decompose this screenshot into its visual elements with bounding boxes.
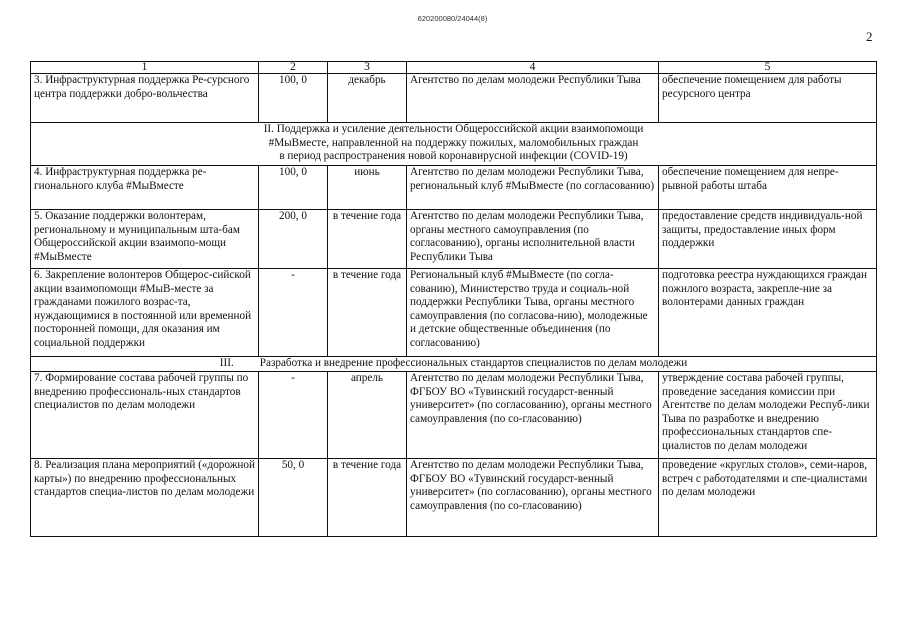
term-cell: в течение года — [328, 210, 407, 269]
section-3-text: Разработка и внедрение профессиональных стандартов специалистов по делам молодежи — [259, 357, 688, 369]
column-number-1: 1 — [31, 62, 259, 74]
activity-cell: 8. Реализация плана мероприятий («дорожной карты») по внедрению профессиональных стандартов специа-листов по делам молодежи — [31, 459, 259, 537]
section-2-title-line-3: в период распространения новой коронавирусной инфекции (COVID-19) — [279, 150, 628, 163]
table-header-row — [31, 62, 877, 74]
amount-cell: - — [259, 269, 328, 357]
result-cell: обеспечение помещением для работы ресурсного центра — [659, 74, 877, 123]
executors-cell: Агентство по делам молодежи Республики Тыва — [407, 74, 659, 123]
executors-cell: Агентство по делам молодежи Республики Тыва, ФГБОУ ВО «Тувинский государст-венный университет» (по согласованию), органы местного самоуправления (по со-гласованию) — [407, 372, 659, 459]
term-cell: в течение года — [328, 269, 407, 357]
column-number-3: 3 — [328, 62, 407, 74]
activity-cell: 5. Оказание поддержки волонтерам, региональному и муниципальным шта-бам Общероссийской акции взаимопо-мощи #МыВместе — [31, 210, 259, 269]
column-number-5: 5 — [659, 62, 877, 74]
page-number: 2 — [866, 29, 873, 44]
amount-cell: 100, 0 — [259, 74, 328, 123]
executors-cell: Агентство по делам молодежи Республики Тыва, региональный клуб #МыВместе (по согласованию) — [407, 166, 659, 210]
activity-cell: 7. Формирование состава рабочей группы по внедрению профессиональ-ных стандартов специалистов по делам молодежи — [31, 372, 259, 459]
table-row — [31, 269, 877, 357]
result-cell: утверждение состава рабочей группы, проведение заседания комиссии при Агентстве по делам молодежи Респуб-лики Тыва по разработке и внедрению профессиональных стандартов спе-циалистов по делам молодежи — [659, 372, 877, 459]
section-3-title — [31, 357, 877, 372]
column-number-2: 2 — [259, 62, 328, 74]
activity-plan-table — [30, 61, 877, 537]
section-header-row — [31, 357, 877, 372]
amount-cell: 50, 0 — [259, 459, 328, 537]
executors-cell: Региональный клуб #МыВместе (по согла-сованию), Министерство труда и социаль-ной поддержки Республики Тыва, органы местного самоуправления (по согласова-нию), молодежные и детские общественные объединения (по согласованию) — [407, 269, 659, 357]
activity-cell: 3. Инфраструктурная поддержка Ре-сурсного центра поддержки добро-вольчества — [31, 74, 259, 123]
table-row — [31, 74, 877, 123]
result-cell: обеспечение помещением для непре-рывной работы штаба — [659, 166, 877, 210]
executors-cell: Агентство по делам молодежи Республики Тыва, ФГБОУ ВО «Тувинский государст-венный университет» (по согласованию), органы местного самоуправления (по со-гласованию) — [407, 459, 659, 537]
term-cell: июнь — [328, 166, 407, 210]
document-registration-code: 620200080/24044(8) — [417, 14, 488, 23]
amount-cell: - — [259, 372, 328, 459]
amount-cell: 100, 0 — [259, 166, 328, 210]
term-cell: декабрь — [328, 74, 407, 123]
term-cell: в течение года — [328, 459, 407, 537]
table-row — [31, 166, 877, 210]
section-2-title — [31, 123, 877, 166]
result-cell: проведение «круглых столов», семи-наров, встреч с работодателями и спе-циалистами по делам молодежи — [659, 459, 877, 537]
table-row — [31, 459, 877, 537]
result-cell: подготовка реестра нуждающихся граждан пожилого возраста, закрепле-ние за волонтерами данных граждан — [659, 269, 877, 357]
activity-cell: 6. Закрепление волонтеров Общерос-сийской акции взаимопомощи #МыВ-месте за гражданами пожилого возрас-та, нуждающимися в постоянной или временной посторонней помощи, для оказания им социальной поддержки — [31, 269, 259, 357]
result-cell: предоставление средств индивидуаль-ной защиты, предоставление иных форм поддержки — [659, 210, 877, 269]
amount-cell: 200, 0 — [259, 210, 328, 269]
section-header-row — [31, 123, 877, 166]
term-cell: апрель — [328, 372, 407, 459]
section-3-number: III. — [219, 357, 234, 369]
section-2-title-line-1: II. Поддержка и усиление деятельности Общероссийской акции взаимопомощи — [263, 123, 644, 135]
activity-cell: 4. Инфраструктурная поддержка ре-гионального клуба #МыВместе — [31, 166, 259, 210]
column-number-4: 4 — [407, 62, 659, 74]
section-2-title-line-2: #МыВместе, направленной на поддержку пожилых, маломобильных граждан — [268, 136, 639, 149]
table-row — [31, 210, 877, 269]
executors-cell: Агентство по делам молодежи Республики Тыва, органы местного самоуправления (по согласованию), органы исполнительной власти Республики Тыва — [407, 210, 659, 269]
table-row — [31, 372, 877, 459]
